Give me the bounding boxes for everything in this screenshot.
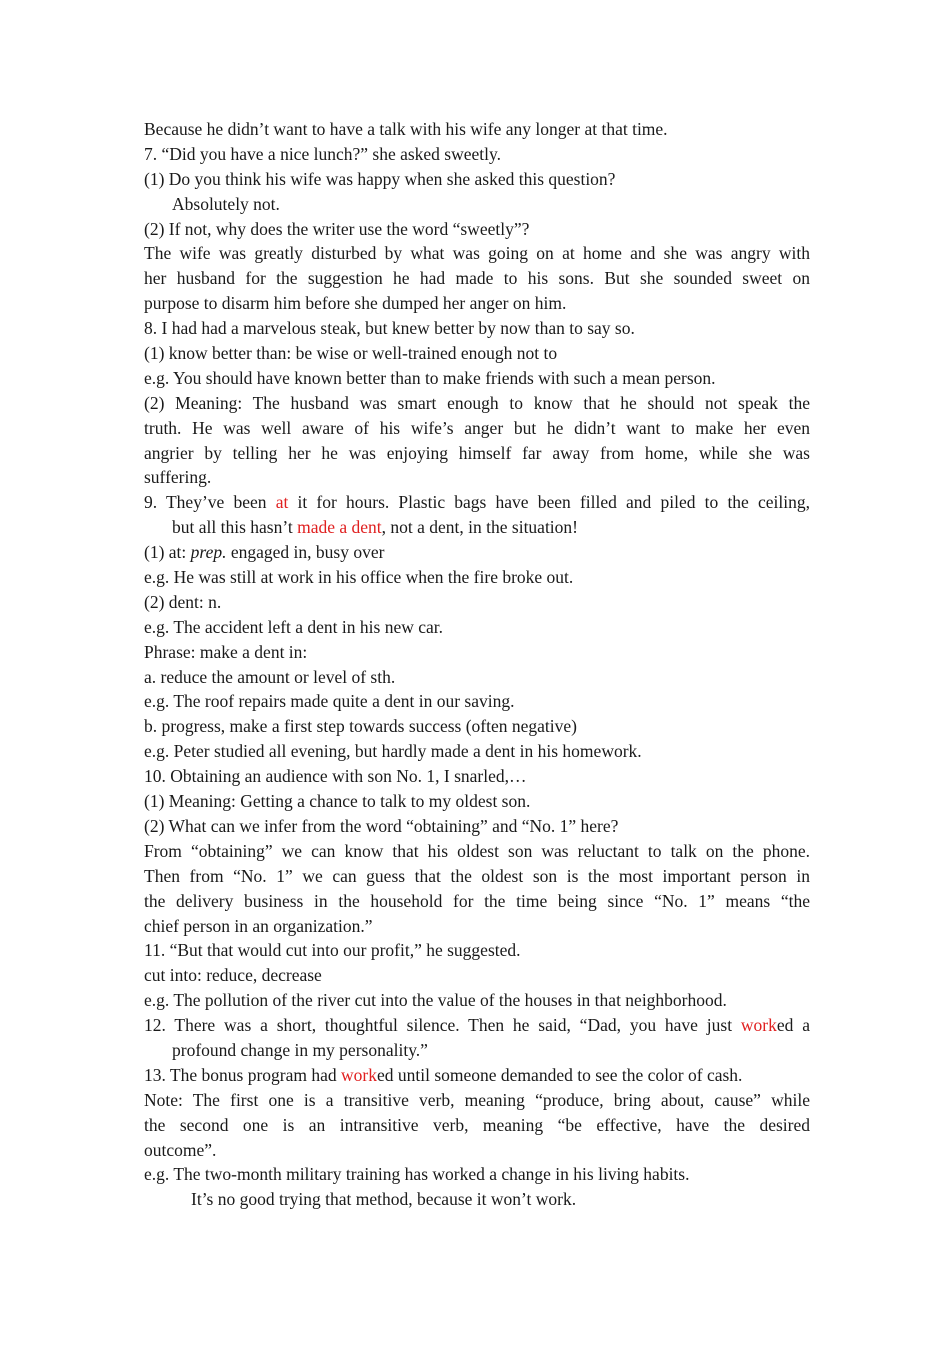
example-line: e.g. The two-month military training has worked a change in his living habits. — [144, 1164, 690, 1185]
example-line: e.g. Peter studied all evening, but hardly made a dent in his homework. — [144, 741, 642, 762]
definition-line: cut into: reduce, decrease — [144, 965, 322, 986]
item-7-quote: 7. “Did you have a nice lunch?” she asked sweetly. — [144, 143, 501, 164]
paragraph-line: chief person in an organization.” — [144, 915, 373, 936]
example-line: e.g. You should have known better than to make friends with such a mean person. — [144, 367, 716, 388]
line-text: , not a dent, in the situation! — [381, 517, 578, 538]
item-8-quote: 8. I had had a marvelous steak, but knew better by now than to say so. — [144, 318, 635, 339]
note-line: outcome”. — [144, 1139, 217, 1160]
definition-line: (2) dent: n. — [144, 591, 222, 612]
paragraph-line: From “obtaining” we can know that his oldest son was reluctant to talk on the phone. — [144, 840, 810, 861]
example-line: e.g. The accident left a dent in his new car. — [144, 616, 444, 637]
paragraph-line: (2) Meaning: The husband was smart enough to know that he should not speak the — [144, 392, 810, 413]
paragraph-line: angrier by telling her he was enjoying himself far away from home, while she was — [144, 442, 810, 463]
line-text: (1) at: — [144, 542, 191, 563]
highlight-word: at — [275, 492, 289, 513]
item-12-quote: profound change in my personality.” — [172, 1039, 428, 1060]
item-9-quote — [144, 490, 810, 515]
definition-line — [144, 540, 810, 565]
line-text: it for hours. Plastic bags have been filled and piled to the ceiling, — [288, 492, 810, 513]
note-line: Note: The first one is a transitive verb, meaning “produce, bring about, cause” while — [144, 1089, 810, 1110]
line-text: 9. They’ve been — [144, 492, 276, 513]
note-line: the second one is an intransitive verb, meaning “be effective, have the desired — [144, 1114, 810, 1135]
item-12-quote — [144, 1013, 810, 1038]
highlight-word: work — [740, 1015, 777, 1036]
highlight-phrase: made a dent — [297, 517, 382, 538]
phrase-line: Phrase: make a dent in: — [144, 641, 308, 662]
question-line: (1) Do you think his wife was happy when she asked this question? — [144, 168, 616, 189]
line-text: ed until someone demanded to see the color of cash. — [376, 1064, 743, 1085]
question-line: (2) What can we infer from the word “obtaining” and “No. 1” here? — [144, 815, 619, 836]
line-text: but all this hasn’t — [172, 517, 298, 538]
item-10-quote: 10. Obtaining an audience with son No. 1, I snarled,… — [144, 766, 527, 787]
question-line: (2) If not, why does the writer use the word “sweetly”? — [144, 218, 530, 239]
definition-line: (1) know better than: be wise or well-trained enough not to — [144, 343, 558, 364]
paragraph-line: Then from “No. 1” we can guess that the oldest son is the most important person in — [144, 865, 810, 886]
line-text: 12. There was a short, thoughtful silence. Then he said, “Dad, you have just — [144, 1015, 741, 1036]
line-text: engaged in, busy over — [226, 542, 385, 563]
paragraph-line: her husband for the suggestion he had made to his sons. But she sounded sweet on — [144, 268, 810, 289]
paragraph-line: the delivery business in the household for the time being since “No. 1” means “the — [144, 890, 810, 911]
answer-line: Because he didn’t want to have a talk with his wife any longer at that time. — [144, 119, 668, 139]
example-line: e.g. The roof repairs made quite a dent in our saving. — [144, 691, 515, 712]
item-11-quote: 11. “But that would cut into our profit,” he suggested. — [144, 940, 521, 961]
paragraph-line: The wife was greatly disturbed by what was going on at home and she was angry with — [144, 243, 810, 264]
definition-line: b. progress, make a first step towards success (often negative) — [144, 716, 577, 737]
definition-line: a. reduce the amount or level of sth. — [144, 666, 396, 687]
paragraph-line: truth. He was well aware of his wife’s anger but he didn’t want to make her even — [144, 417, 810, 438]
part-of-speech: prep. — [190, 542, 227, 563]
example-line: e.g. He was still at work in his office when the fire broke out. — [144, 567, 574, 588]
meaning-line: (1) Meaning: Getting a chance to talk to my oldest son. — [144, 791, 531, 812]
example-line: e.g. The pollution of the river cut into the value of the houses in that neighborhood. — [144, 990, 727, 1011]
answer-line: Absolutely not. — [172, 193, 280, 214]
paragraph-line: purpose to disarm him before she dumped her anger on him. — [144, 293, 567, 314]
item-9-quote — [144, 515, 810, 540]
document-body — [144, 117, 810, 1212]
paragraph-line: suffering. — [144, 467, 212, 488]
line-text: ed a — [776, 1015, 810, 1036]
highlight-word: work — [341, 1064, 377, 1085]
example-line: It’s no good trying that method, because it won’t work. — [191, 1189, 577, 1210]
line-text: 13. The bonus program had — [144, 1064, 342, 1085]
item-13-quote — [144, 1063, 810, 1088]
